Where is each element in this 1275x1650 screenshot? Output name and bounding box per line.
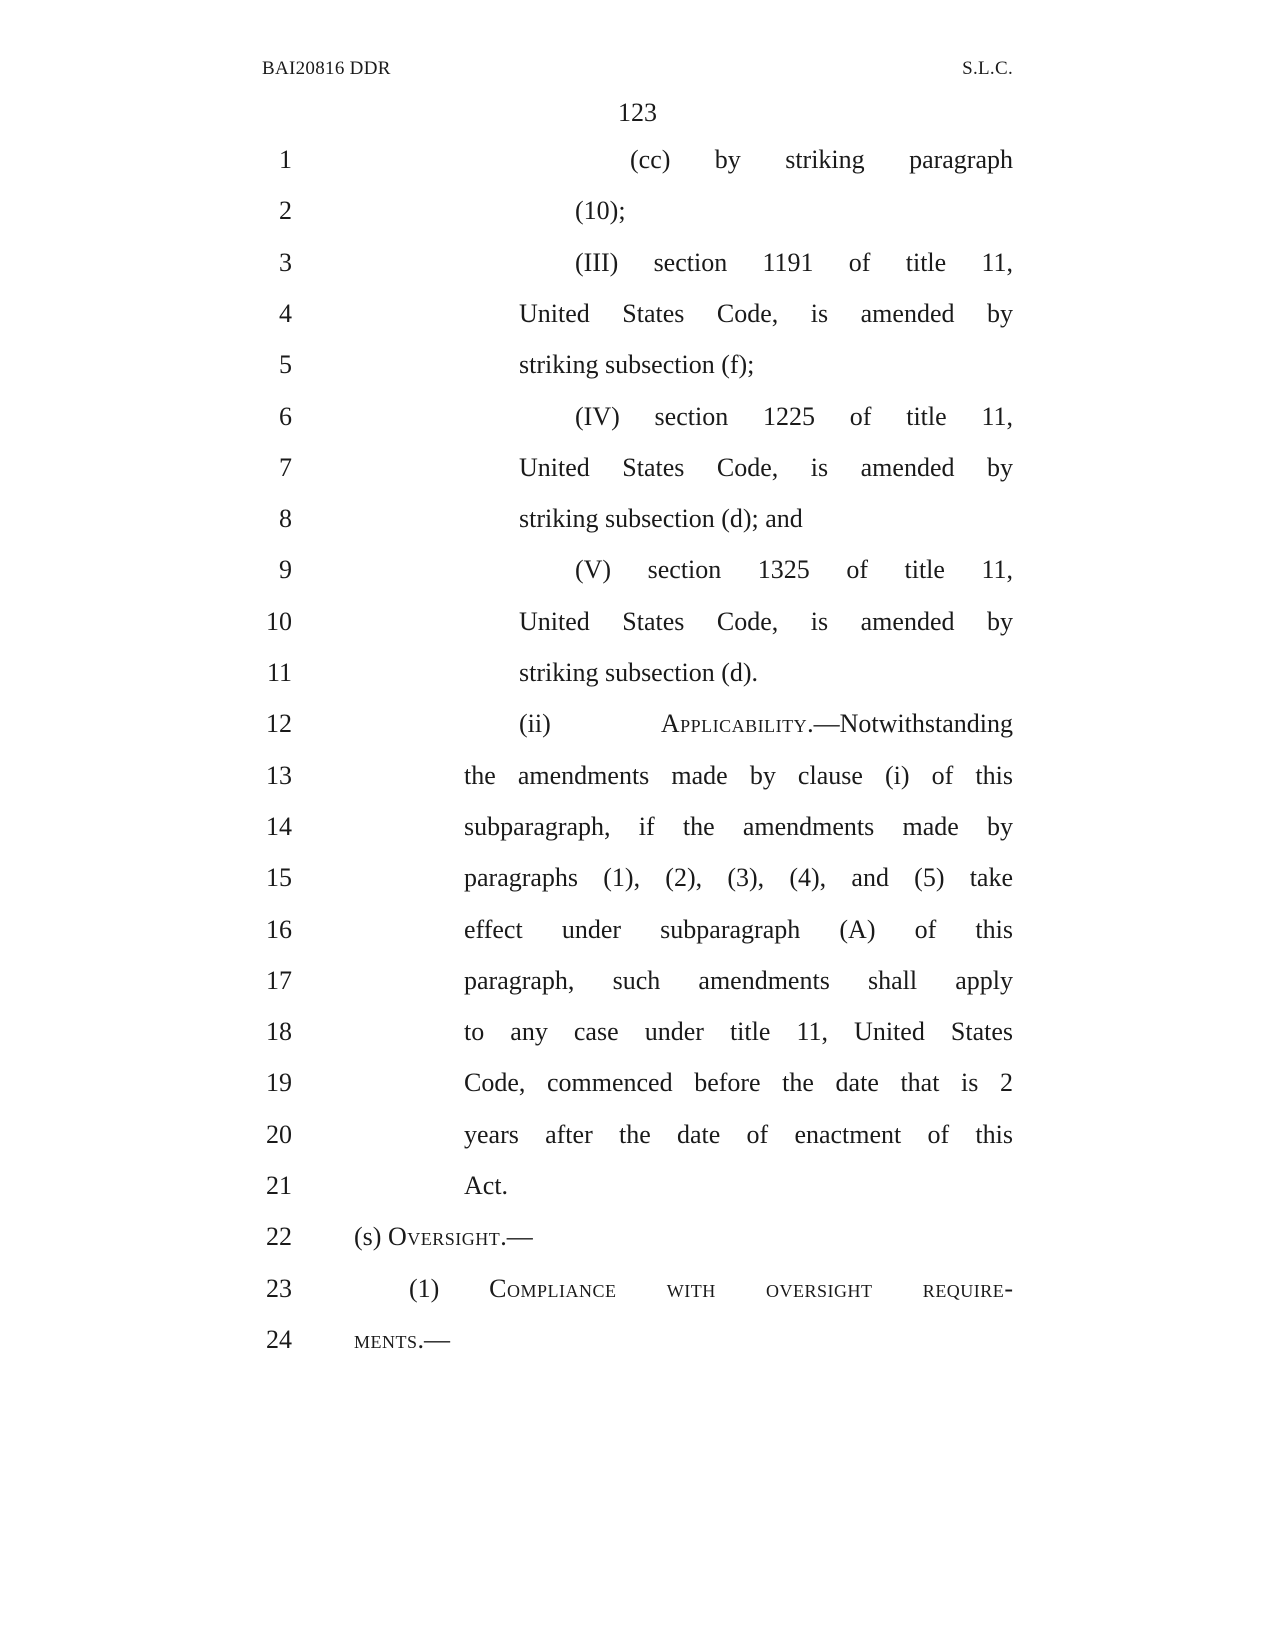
line-text: the amendments made by clause (i) of this bbox=[464, 760, 1013, 790]
document-classification: S.L.C. bbox=[962, 58, 1013, 79]
bill-line bbox=[0, 1320, 1275, 1360]
bill-line bbox=[0, 1012, 1275, 1052]
bill-line bbox=[0, 397, 1275, 437]
line-number: 14 bbox=[266, 811, 292, 841]
line-text: (IV) section 1225 of title 11, bbox=[575, 401, 1013, 431]
line-number: 6 bbox=[279, 401, 292, 431]
line-text bbox=[354, 1320, 450, 1360]
line-number: 18 bbox=[266, 1017, 292, 1047]
line-number: 4 bbox=[279, 298, 292, 328]
bill-line bbox=[0, 602, 1275, 642]
line-text: striking subsection (f); bbox=[519, 350, 755, 380]
line-number: 8 bbox=[279, 504, 292, 534]
heading-small-caps: Applicability bbox=[660, 709, 808, 739]
heading-small-caps: Compliance with oversight require bbox=[489, 1273, 1005, 1303]
line-text-prefix: (ii) bbox=[519, 709, 661, 739]
line-number: 22 bbox=[266, 1222, 292, 1252]
line-number: 12 bbox=[266, 709, 292, 739]
line-text bbox=[409, 1269, 1013, 1309]
line-number: 13 bbox=[266, 760, 292, 790]
line-text: striking subsection (d). bbox=[519, 658, 759, 687]
line-text-prefix: (s) bbox=[354, 1222, 388, 1252]
heading-small-caps: Oversight bbox=[387, 1222, 501, 1252]
bill-line bbox=[0, 448, 1275, 488]
line-number: 15 bbox=[266, 863, 292, 893]
line-text: United States Code, is amended by bbox=[519, 452, 1013, 482]
line-text: years after the date of enactment of this bbox=[464, 1119, 1013, 1149]
bill-line bbox=[0, 243, 1275, 283]
page-number: 123 bbox=[618, 98, 657, 127]
line-number: 20 bbox=[266, 1119, 292, 1149]
bill-line bbox=[0, 294, 1275, 334]
line-number: 10 bbox=[266, 606, 292, 636]
bill-line bbox=[0, 1166, 1275, 1206]
line-text: Code, commenced before the date that is 2 bbox=[464, 1068, 1013, 1098]
line-text-suffix: .—Notwithstanding bbox=[807, 709, 1013, 739]
line-number: 19 bbox=[266, 1068, 292, 1098]
line-text: to any case under title 11, United States bbox=[464, 1017, 1013, 1047]
line-text: striking subsection (d); and bbox=[519, 504, 803, 534]
line-number: 24 bbox=[266, 1324, 292, 1354]
line-number: 21 bbox=[266, 1171, 292, 1200]
line-text-suffix: .— bbox=[417, 1324, 451, 1354]
bill-line bbox=[0, 756, 1275, 796]
line-text bbox=[354, 1217, 533, 1257]
bill-line bbox=[0, 1269, 1275, 1309]
line-text: subparagraph, if the amendments made by bbox=[464, 811, 1013, 841]
document-id: BAI20816 DDR bbox=[262, 58, 391, 79]
bill-line bbox=[0, 910, 1275, 950]
heading-small-caps: ments bbox=[354, 1324, 418, 1354]
line-number: 16 bbox=[266, 914, 292, 944]
line-text-prefix: (1) bbox=[409, 1273, 490, 1303]
line-number: 17 bbox=[266, 965, 292, 995]
line-number: 2 bbox=[279, 196, 292, 226]
line-text: (cc) by striking paragraph bbox=[630, 145, 1013, 174]
bill-line bbox=[0, 961, 1275, 1001]
bill-line bbox=[0, 345, 1275, 385]
line-text: (III) section 1191 of title 11, bbox=[575, 247, 1013, 277]
line-text: United States Code, is amended by bbox=[519, 298, 1013, 328]
line-number: 23 bbox=[266, 1273, 292, 1303]
bill-line bbox=[0, 550, 1275, 590]
bill-line bbox=[0, 807, 1275, 847]
bill-line bbox=[0, 1217, 1275, 1257]
bill-line bbox=[0, 140, 1275, 180]
bill-line bbox=[0, 653, 1275, 693]
line-text: paragraphs (1), (2), (3), (4), and (5) take bbox=[464, 863, 1013, 893]
line-text: Act. bbox=[464, 1171, 509, 1200]
bill-line bbox=[0, 704, 1275, 744]
line-text-suffix: .— bbox=[500, 1222, 533, 1252]
bill-line bbox=[0, 1115, 1275, 1155]
line-number: 7 bbox=[279, 452, 292, 482]
line-number: 5 bbox=[279, 350, 292, 380]
line-text-suffix: - bbox=[1004, 1273, 1013, 1303]
bill-line bbox=[0, 1063, 1275, 1103]
line-text: paragraph, such amendments shall apply bbox=[464, 965, 1013, 995]
line-number: 3 bbox=[279, 247, 292, 277]
bill-line bbox=[0, 191, 1275, 231]
line-number: 1 bbox=[279, 145, 292, 174]
line-text: effect under subparagraph (A) of this bbox=[464, 914, 1013, 944]
line-number: 9 bbox=[279, 555, 292, 585]
line-number: 11 bbox=[266, 658, 292, 687]
line-text: (10); bbox=[575, 196, 626, 226]
bill-line bbox=[0, 499, 1275, 539]
bill-line bbox=[0, 858, 1275, 898]
line-text bbox=[519, 704, 1013, 744]
line-text: (V) section 1325 of title 11, bbox=[575, 555, 1013, 585]
line-text: United States Code, is amended by bbox=[519, 606, 1013, 636]
